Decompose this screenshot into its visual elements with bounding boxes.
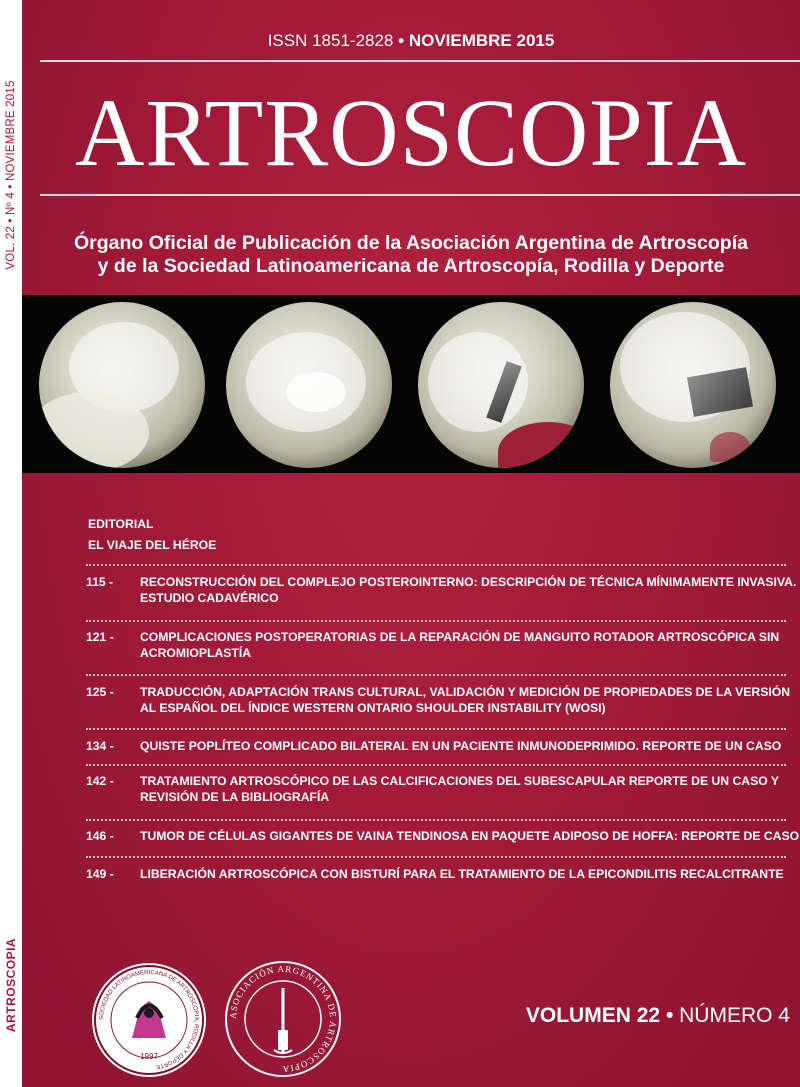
divider bbox=[86, 674, 786, 676]
spine bbox=[0, 0, 22, 1087]
divider bbox=[86, 764, 786, 766]
arthroscopy-image-1 bbox=[39, 302, 205, 468]
toc-title: QUISTE POPLÍTEO COMPLICADO BILATERAL EN UN PACIENTE INMUNODEPRIMIDO. REPORTE DE UN CASO bbox=[140, 739, 782, 753]
subtitle-line-2: y de la Sociedad Latinoamericana de Artroscopía, Rodilla y Deporte bbox=[97, 255, 725, 277]
issue-date: NOVIEMBRE 2015 bbox=[408, 31, 555, 50]
aaa-logo-graphic bbox=[224, 960, 342, 1078]
toc-title: TRATAMIENTO ARTROSCÓPICO DE LAS CALCIFICACIONES DEL SUBESCAPULAR REPORTE DE UN CASO Y REVISIÓN DE LA BIBLIOGRAFÍA bbox=[140, 774, 779, 804]
top-rule bbox=[40, 60, 800, 62]
toc-title: RECONSTRUCCIÓN DEL COMPLEJO POSTEROINTERNO: DESCRIPCIÓN DE TÉCNICA MÍNIMAMENTE INVASIVA. ESTUDIO CADAVÉRICO bbox=[140, 575, 797, 605]
svg-text:1997: 1997 bbox=[140, 1052, 158, 1061]
toc-title: COMPLICACIONES POSTOPERATORIAS DE LA REPARACIÓN DE MANGUITO ROTADOR ARTROSCÓPICA SIN ACROMIOPLASTÍA bbox=[140, 630, 780, 660]
sla-logo-graphic bbox=[92, 963, 206, 1077]
arthroscopy-image-4 bbox=[610, 302, 776, 468]
sla-logo bbox=[92, 963, 206, 1077]
arthroscopy-photo-strip bbox=[22, 295, 800, 473]
editorial-heading: EDITORIAL bbox=[88, 517, 154, 531]
subtitle-line-1: Órgano Oficial de Publicación de la Asociación Argentina de Artroscopía bbox=[74, 232, 748, 254]
arthroscopy-image-2 bbox=[226, 302, 392, 468]
svg-text:SOCIEDAD LATINOAMERICANA DE AR: SOCIEDAD LATINOAMERICANA DE ARTROSCOPIA, RODILLA Y DEPORTE bbox=[98, 969, 200, 1070]
toc-page: 149 - bbox=[86, 867, 114, 881]
toc-page: 115 - bbox=[86, 575, 114, 589]
journal-title: ARTROSCOPIA bbox=[74, 79, 748, 186]
spine-title: ARTROSCOPIA bbox=[4, 937, 18, 1033]
divider bbox=[86, 856, 786, 858]
toc-title: LIBERACIÓN ARTROSCÓPICA CON BISTURÍ PARA EL TRATAMIENTO DE LA EPICONDILITIS RECALCITRANTE bbox=[140, 867, 784, 881]
divider bbox=[86, 564, 786, 566]
issn-line bbox=[22, 31, 800, 51]
toc-page: 142 - bbox=[86, 774, 114, 788]
volume-separator: • bbox=[665, 1004, 674, 1027]
divider bbox=[86, 819, 786, 821]
volume-number bbox=[450, 1004, 790, 1028]
issn: ISSN 1851-2828 bbox=[267, 31, 394, 50]
editorial-title: EL VIAJE DEL HÉROE bbox=[88, 538, 217, 552]
toc-page: 121 - bbox=[86, 630, 114, 644]
svg-text:ASOCIACIÓN ARGENTINA DE ARTROS: ASOCIACIÓN ARGENTINA DE ARTROSCOPIA bbox=[227, 963, 339, 1075]
toc-page: 125 - bbox=[86, 685, 114, 699]
toc-title: TUMOR DE CÉLULAS GIGANTES DE VAINA TENDINOSA EN PAQUETE ADIPOSO DE HOFFA: REPORTE DE CASO bbox=[140, 829, 800, 843]
toc-page: 134 - bbox=[86, 739, 114, 753]
toc-title: TRADUCCIÓN, ADAPTACIÓN TRANS CULTURAL, VALIDACIÓN Y MEDICIÓN DE PROPIEDADES DE LA VERSIÓN AL ESPAÑOL DEL ÍNDICE WESTERN ONTARIO SHOULDER INSTABILITY (WOSI) bbox=[140, 685, 791, 715]
spine-issue-info: VOL. 22 • Nº 4 • NOVIEMBRE 2015 bbox=[5, 80, 17, 270]
toc-page: 146 - bbox=[86, 829, 114, 843]
title-rule bbox=[40, 194, 800, 196]
divider bbox=[86, 620, 786, 622]
divider bbox=[86, 728, 786, 730]
aaa-logo bbox=[224, 960, 342, 1078]
cover bbox=[22, 0, 800, 1087]
issue-number: NÚMERO 4 bbox=[679, 1004, 790, 1027]
issn-separator: • bbox=[398, 31, 405, 50]
volume: VOLUMEN 22 bbox=[525, 1004, 661, 1027]
arthroscopy-image-3 bbox=[418, 302, 584, 468]
